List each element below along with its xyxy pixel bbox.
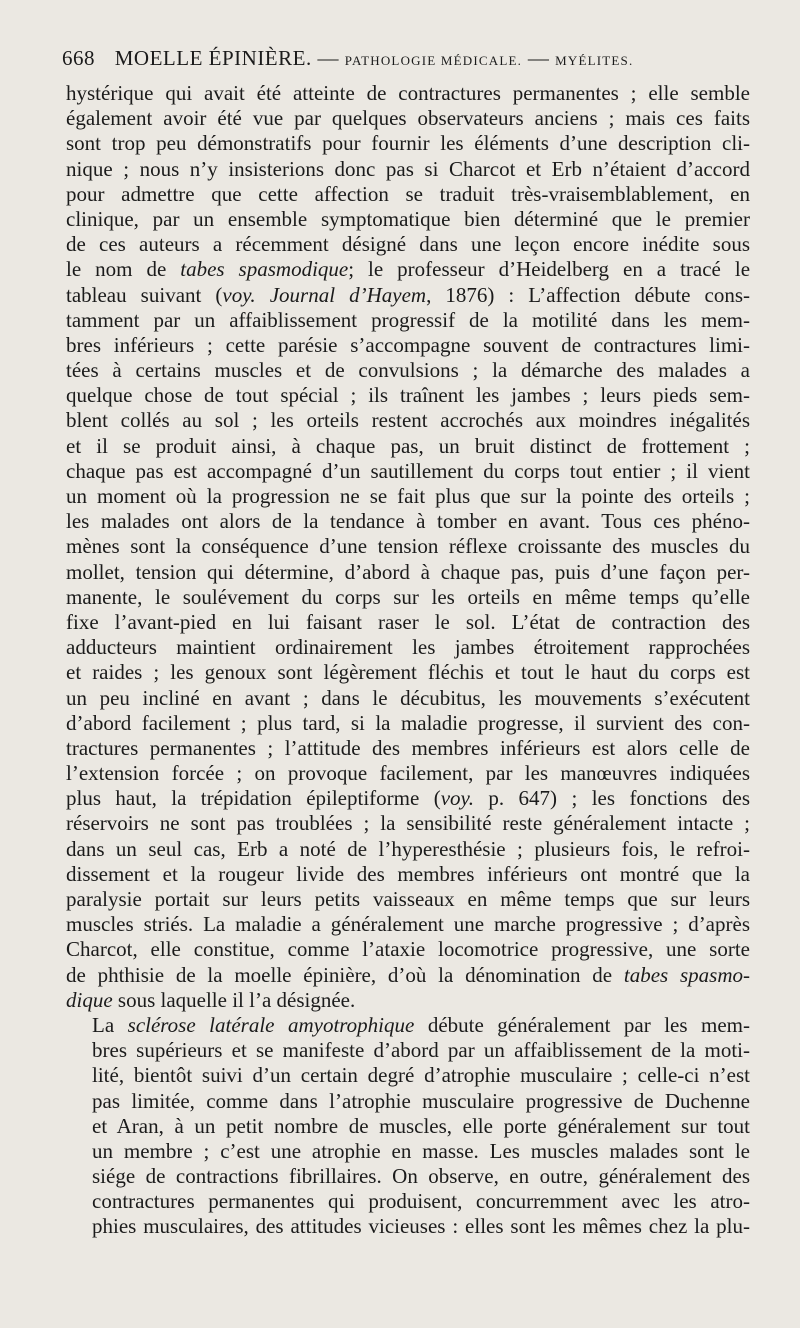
page-number: 668 bbox=[62, 46, 95, 70]
text-line: La sclérose latérale amyotrophique débute généralement par les mem- bbox=[92, 1012, 750, 1037]
text-line: les malades ont alors de la tendance à tomber en avant. Tous ces phéno- bbox=[66, 509, 750, 534]
text-line: tractures permanentes ; l’attitude des membres inférieurs est alors celle de bbox=[66, 735, 750, 760]
text-line: bres supérieurs et se manifeste d’abord par un affaiblissement de la moti- bbox=[92, 1038, 750, 1063]
text-line: chaque pas est accompagné d’un sautillement du corps tout entier ; il vient bbox=[66, 458, 750, 483]
text-line: nique ; nous n’y insisterions donc pas si Charcot et Erb n’étaient d’accord bbox=[66, 156, 750, 181]
text-line: d’abord facilement ; plus tard, si la maladie progresse, il survient des con- bbox=[66, 710, 750, 735]
text-line: pour admettre que cette affection se traduit très-vraisemblablement, en bbox=[66, 181, 750, 206]
section-title: PATHOLOGIE MÉDICALE. bbox=[344, 53, 523, 68]
text-line: également avoir été vue par quelques observateurs anciens ; mais ces faits bbox=[66, 106, 750, 131]
body-text bbox=[66, 81, 750, 1240]
text-line: un peu incliné en avant ; dans le décubitus, les mouvements s’exécutent bbox=[66, 685, 750, 710]
text-line: tées à certains muscles et de convulsions ; la démarche des malades a bbox=[66, 358, 750, 383]
header-dash: — bbox=[527, 46, 550, 70]
header-dash: — bbox=[317, 46, 339, 70]
text-line: dique sous laquelle il l’a désignée. bbox=[66, 987, 356, 1012]
text-line: manente, le soulévement du corps sur les orteils en même temps qu’elle bbox=[66, 584, 750, 609]
text-line: tamment par un affaiblissement progressif de la motilité dans les mem- bbox=[66, 307, 750, 332]
text-line: un membre ; c’est une atrophie en masse. Les muscles malades sont le bbox=[92, 1138, 750, 1163]
text-line: hystérique qui avait été atteinte de contractures permanentes ; elle semble bbox=[66, 81, 750, 105]
running-header bbox=[62, 46, 748, 76]
text-line: plus haut, la trépidation épileptiforme (voy. p. 647) ; les fonctions des bbox=[66, 786, 750, 811]
text-line: phies musculaires, des attitudes vicieuses : elles sont les mêmes chez la plu- bbox=[92, 1214, 750, 1239]
text-line: le nom de tabes spasmodique; le professeur d’Heidelberg en a tracé le bbox=[66, 257, 750, 282]
text-line: fixe l’avant-pied en lui faisant raser le sol. L’état de contraction des bbox=[66, 609, 750, 634]
text-line: réservoirs ne sont pas troublées ; la sensibilité reste généralement intacte ; bbox=[66, 811, 750, 836]
text-line: blent collés au sol ; les orteils restent accrochés aux moindres inégalités bbox=[66, 408, 750, 433]
text-line: l’extension forcée ; on provoque facilement, par les manœuvres indiquées bbox=[66, 761, 750, 786]
text-line: clinique, par un ensemble symptomatique bien déterminé que le premier bbox=[66, 206, 750, 231]
text-line: un moment où la progression ne se fait plus que sur la pointe des orteils ; bbox=[66, 484, 750, 508]
paragraph bbox=[66, 1013, 750, 1240]
text-line: tableau suivant (voy. Journal d’Hayem, 1876) : L’affection débute cons- bbox=[66, 282, 750, 307]
text-line: dans un seul cas, Erb a noté de l’hyperesthésie ; plusieurs fois, le refroi- bbox=[66, 836, 750, 861]
text-line: de phthisie de la moelle épinière, d’où la dénomination de tabes spasmo- bbox=[66, 962, 750, 987]
running-title: MOELLE ÉPINIÈRE. bbox=[114, 46, 312, 70]
text-line: contractures permanentes qui produisent, concurremment avec les atro- bbox=[92, 1189, 750, 1214]
text-line: paralysie portait sur leurs petits vaisseaux en même temps que sur leurs bbox=[66, 887, 750, 911]
text-line: dissement et la rougeur livide des membres inférieurs ont montré que la bbox=[66, 861, 750, 886]
text-line: et raides ; les genoux sont légèrement fléchis et tout le haut du corps est bbox=[66, 660, 750, 685]
text-line: lité, bientôt suivi d’un certain degré d’atrophie musculaire ; celle-ci n’est bbox=[92, 1063, 750, 1088]
text-line: mènes sont la conséquence d’une tension réflexe croissante des muscles du bbox=[66, 534, 750, 559]
text-line: siége de contractions fibrillaires. On observe, en outre, généralement des bbox=[92, 1164, 750, 1189]
text-line: quelque chose de tout spécial ; ils traînent les jambes ; leurs pieds sem- bbox=[66, 383, 750, 408]
text-line: pas limitée, comme dans l’atrophie musculaire progressive de Duchenne bbox=[92, 1088, 750, 1113]
text-line: adducteurs maintient ordinairement les jambes étroitement rapprochées bbox=[66, 635, 750, 660]
text-line: bres inférieurs ; cette parésie s’accompagne souvent de contractures limi- bbox=[66, 332, 750, 357]
text-line: sont trop peu démonstratifs pour fournir les éléments d’une description cli- bbox=[66, 131, 750, 156]
paragraph bbox=[66, 81, 750, 1013]
text-line: et Aran, à un petit nombre de muscles, elle porte généralement sur tout bbox=[92, 1113, 750, 1138]
text-line: muscles striés. La maladie a généralement une marche progressive ; d’après bbox=[66, 912, 750, 937]
subsection-title: MYÉLITES. bbox=[555, 53, 634, 68]
text-line: et il se produit ainsi, à chaque pas, un bruit distinct de frottement ; bbox=[66, 433, 750, 458]
text-line: Charcot, elle constitue, comme l’ataxie locomotrice progressive, une sorte bbox=[66, 937, 750, 962]
text-line: de ces auteurs a récemment désigné dans une leçon encore inédite sous bbox=[66, 232, 750, 257]
text-line: mollet, tension qui détermine, d’abord à chaque pas, puis d’une façon per- bbox=[66, 559, 750, 584]
